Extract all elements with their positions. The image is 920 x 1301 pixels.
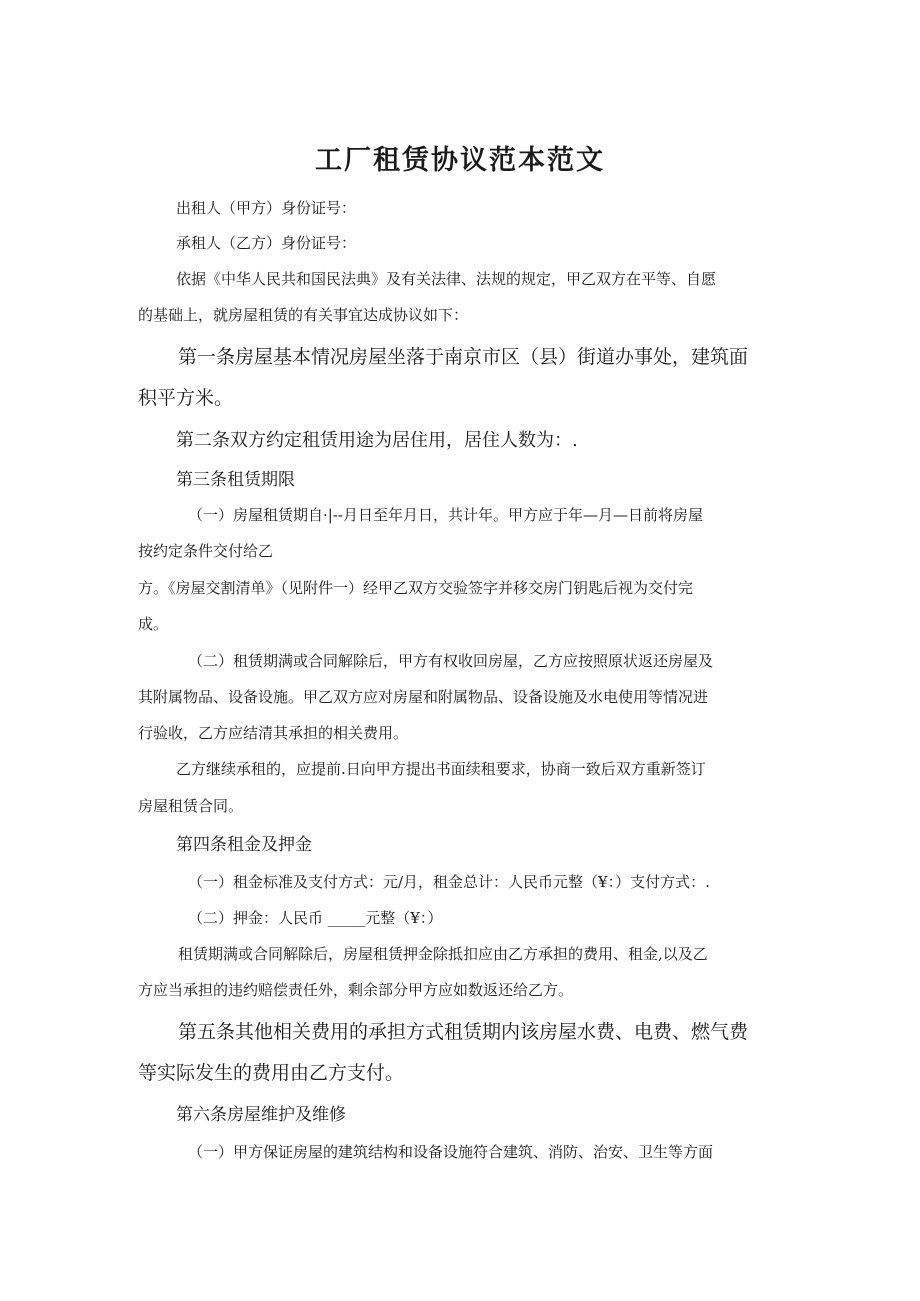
lessor-line: 出租人（甲方）身份证号： (176, 199, 357, 217)
article-4-para-3-line-2: 方应当承担的违约赔偿责任外，剩余部分甲方应如数返还给乙方。 (138, 981, 574, 999)
article-3-heading: 第三条租赁期限 (176, 470, 295, 490)
article-3-para-2-line-2: 其附属物品、设备设施。甲乙双方应对房屋和附属物品、设备设施及水电使用等情况进 (138, 688, 709, 706)
document-title: 工厂租赁协议范本范文 (315, 145, 605, 176)
article-3-para-2-line-1: （二）租赁期满或合同解除后，甲方有权收回房屋，乙方应按照原状返还房屋及 (188, 652, 714, 670)
article-3-para-1-line-2: 按约定条件交付给乙 (138, 542, 274, 560)
article-3-para-1-line-3: 方。《房屋交割清单》（见附件一）经甲乙双方交验签字并移交房门钥匙后视为交付完 (138, 579, 694, 597)
article-3-para-1-line-1: （一）房屋租赁期自·|--月日至年月日，共计年。甲方应于年—月—日前将房屋 (188, 506, 703, 524)
article-3-para-1-line-4: 成。 (138, 615, 169, 633)
article-4-heading: 第四条租金及押金 (176, 835, 312, 855)
article-5-line-1: 第五条其他相关费用的承担方式租赁期内该房屋水费、电费、燃气费 (178, 1021, 749, 1043)
article-1-line-1: 第一条房屋基本情况房屋坐落于南京市区（县）街道办事处，建筑面 (178, 346, 749, 368)
article-1-line-2: 积平方米。 (138, 387, 234, 409)
intro-line-2: 的基础上，就房屋租赁的有关事宜达成协议如下： (138, 306, 469, 324)
lessee-line: 承租人（乙方）身份证号： (176, 234, 357, 252)
article-3-para-2-line-3: 行验收，乙方应结清其承担的相关费用。 (138, 724, 409, 742)
intro-line-1: 依据《中华人民共和国民法典》及有关法律、法规的规定，甲乙双方在平等、自愿 (176, 270, 717, 288)
article-6-heading: 第六条房屋维护及维修 (176, 1105, 346, 1125)
article-2: 第二条双方约定租赁用途为居住用，居住人数为：. (176, 430, 578, 451)
article-4-para-2: （二）押金：人民币 _____元整（¥：） (188, 909, 443, 927)
article-4-para-1: （一）租金标准及支付方式：元/月，租金总计：人民币元整（¥：）支付方式：. (188, 873, 710, 891)
article-5-line-2: 等实际发生的费用由乙方支付。 (138, 1062, 405, 1084)
article-3-para-3-line-1: 乙方继续承租的，应提前.日向甲方提出书面续租要求，协商一致后双方重新签订 (176, 760, 706, 778)
article-3-para-3-line-2: 房屋租赁合同。 (138, 797, 244, 815)
article-6-para-1: （一）甲方保证房屋的建筑结构和设备设施符合建筑、消防、治安、卫生等方面 (188, 1143, 714, 1161)
article-4-para-3-line-1: 租赁期满或合同解除后，房屋租赁押金除抵扣应由乙方承担的费用、租金,以及乙 (178, 945, 708, 963)
